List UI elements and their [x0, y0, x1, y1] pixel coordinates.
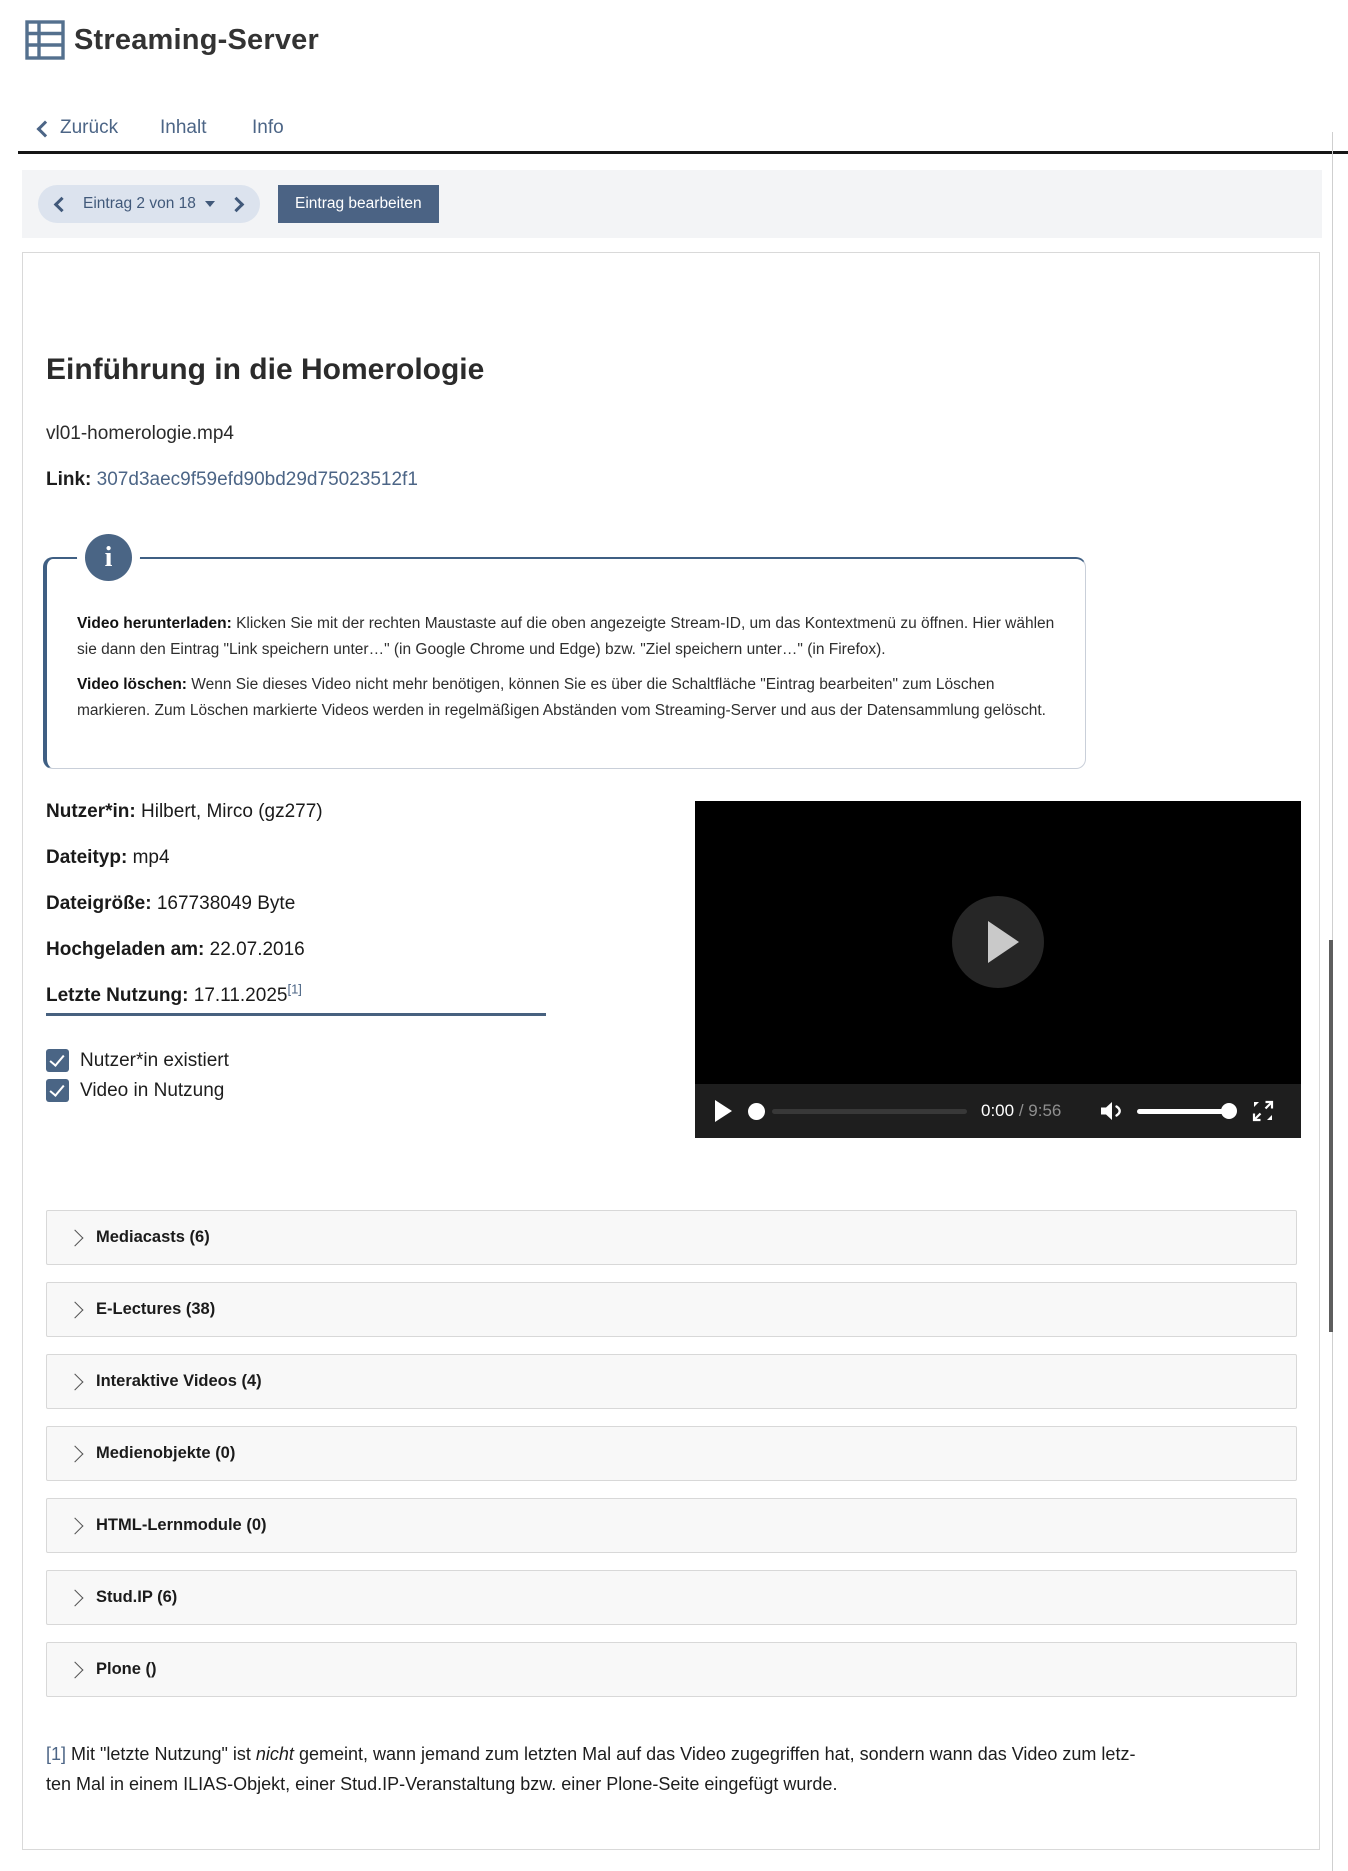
meta-row-filetype: Dateityp: mp4: [46, 847, 170, 868]
header-divider: [18, 151, 1348, 154]
user-exists-checkbox[interactable]: [46, 1049, 69, 1072]
chevron-right-icon: [67, 1301, 84, 1318]
nav-info-link[interactable]: Info: [252, 117, 284, 138]
chevron-right-icon: [67, 1373, 84, 1390]
info-paragraph-delete: Video löschen: Wenn Sie dieses Video nicht mehr benötigen, können Sie es über die Schaltfläche "Eintrag bearbeiten" zum Löschen markieren. Zum Löschen markierte Videos werden in regelmäßigen Abständen vom Streaming-Server und aus der Datensammlung gelöscht.: [77, 676, 1046, 719]
chevron-right-icon: [67, 1445, 84, 1462]
meta-row-lastuse: Letzte Nutzung: 17.11.2025[1]: [46, 981, 302, 1006]
chevron-right-icon: [67, 1517, 84, 1534]
expand-icon[interactable]: [1251, 1099, 1275, 1123]
page-title: Streaming-Server: [74, 24, 319, 56]
record-card: [22, 252, 1320, 1850]
chevron-right-icon: [67, 1661, 84, 1678]
record-title: Einführung in die Homerologie: [46, 353, 485, 386]
checkbox-row-user-exists: [46, 1049, 229, 1072]
seek-bar[interactable]: [748, 1101, 967, 1121]
record-filename: vl01-homerologie.mp4: [46, 423, 234, 444]
seek-thumb[interactable]: [748, 1103, 765, 1120]
accordion-mediacasts[interactable]: Mediacasts (6): [46, 1210, 1297, 1265]
info-text: [77, 611, 1061, 733]
checkbox-label: Nutzer*in existiert: [80, 1049, 229, 1071]
chevron-right-icon: [67, 1589, 84, 1606]
nav-content-link[interactable]: Inhalt: [160, 117, 207, 138]
video-player: [695, 801, 1301, 1138]
player-control-bar: [695, 1084, 1301, 1138]
info-box: [43, 541, 1086, 769]
accordion-e-lectures[interactable]: E-Lectures (38): [46, 1282, 1297, 1337]
toolbar: [22, 170, 1322, 238]
section-divider: [46, 1013, 546, 1016]
scrollbar-thumb[interactable]: [1329, 940, 1333, 1332]
info-circle-icon: i: [85, 534, 132, 581]
pager-label: Eintrag 2 von 18: [83, 195, 196, 212]
checkbox-row-video-in-use: [46, 1079, 224, 1102]
play-button[interactable]: [715, 1100, 732, 1122]
data-table-icon: [25, 20, 65, 60]
footnote-ref-link[interactable]: [1]: [287, 981, 302, 997]
accordion-html-lernmodule[interactable]: HTML-Lernmodule (0): [46, 1498, 1297, 1553]
volume-fill: [1137, 1109, 1229, 1114]
seek-track: [772, 1109, 967, 1114]
pager-next-button[interactable]: [229, 196, 245, 212]
record-pager: [38, 185, 260, 223]
footnote: [1] Mit "letzte Nutzung" ist nicht gemeint, wann jemand zum letzten Mal auf das Video zugegriffen hat, sondern wann das Video zum letz- ten Mal in einem ILIAS-Objekt, einer Stud.IP-Veranstaltung bzw. einer Plone-Seite eingefügt wurde.: [46, 1744, 1136, 1794]
meta-row-filesize: Dateigröße: 167738049 Byte: [46, 893, 296, 914]
pager-dropdown[interactable]: [83, 195, 215, 213]
accordion-medienobjekte[interactable]: Medienobjekte (0): [46, 1426, 1297, 1481]
accordion-studip[interactable]: Stud.IP (6): [46, 1570, 1297, 1625]
checkbox-label: Video in Nutzung: [80, 1079, 225, 1101]
video-in-use-checkbox[interactable]: [46, 1079, 69, 1102]
volume-slider[interactable]: [1137, 1101, 1237, 1121]
footnote-anchor-link[interactable]: [1]: [46, 1744, 67, 1764]
record-link-row: [46, 469, 418, 491]
meta-row-user: Nutzer*in: Hilbert, Mirco (gz277): [46, 801, 323, 822]
play-overlay-button[interactable]: [952, 896, 1044, 988]
link-label: Link:: [46, 469, 92, 490]
meta-row-uploaded: Hochgeladen am: 22.07.2016: [46, 939, 305, 960]
accordion-interaktive-videos[interactable]: Interaktive Videos (4): [46, 1354, 1297, 1409]
accordion-plone[interactable]: Plone (): [46, 1642, 1297, 1697]
nav-back-link[interactable]: Zurück: [60, 117, 119, 138]
edit-entry-button[interactable]: Eintrag bearbeiten: [278, 185, 439, 223]
chevron-left-icon: [37, 121, 54, 138]
chevron-right-icon: [67, 1229, 84, 1246]
pager-prev-button[interactable]: [54, 196, 70, 212]
info-paragraph-download: Video herunterladen: Klicken Sie mit der rechten Maustaste auf die oben angezeigte Stream-ID, um das Kontextmenü zu öffnen. Hier wählen sie dann den Eintrag "Link speichern unter…" (in Google Chrome und Edge) bzw. "Ziel speichern unter…" (in Firefox).: [77, 615, 1055, 658]
volume-thumb[interactable]: [1221, 1103, 1237, 1119]
metadata-list: [46, 801, 323, 1031]
speaker-icon[interactable]: [1097, 1098, 1127, 1124]
caret-down-icon: [205, 201, 215, 207]
time-display: 0:00 / 9:56: [981, 1101, 1062, 1120]
stream-id-link[interactable]: 307d3aec9f59efd90bd29d75023512f1: [96, 469, 418, 490]
